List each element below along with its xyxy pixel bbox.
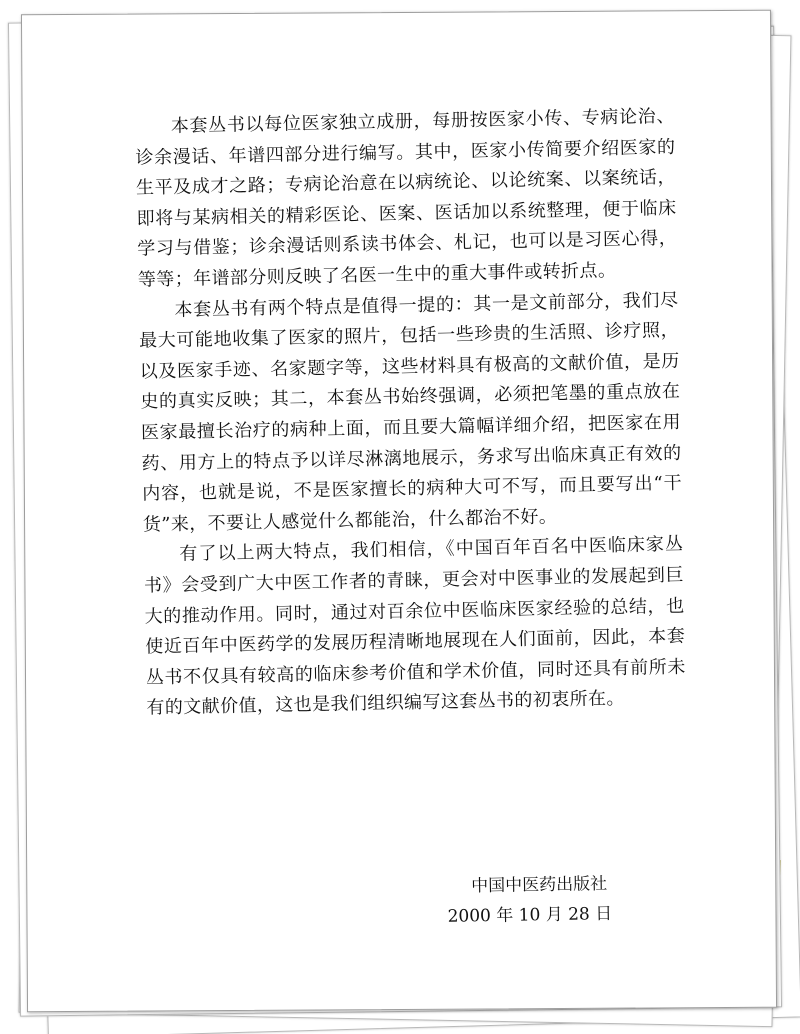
paragraph-significance: 有了以上两大特点，我们相信，《中国百年百名中医临床家丛书》会受到广大中医工作者的青睐，更会对中医事业的发展起到巨大的推动作用。同时，通过对百余位中医临床医家经验的总结，也使近百年中医药学的发展历程清晰地展现在人们面前，因此，本套丛书不仅具有较高的临床参考价值和学术价值，同时还具有前所未有的文献价值，这也是我们组织编写这套丛书的初衷所在。 xyxy=(143,533,687,719)
signature-block xyxy=(447,868,648,931)
paragraph-features: 本套丛书有两个特点是值得一提的：其一是文前部分，我们尽最大可能地收集了医家的照片，包括一些珍贵的生活照、诊疗照，以及医家手迹、名家题字等，这些材料具有极高的文献价值，是历史的真实反映；其二，本套丛书始终强调，必须把笔墨的重点放在医家最擅长治疗的病种上面，而且要大篇幅详细介绍，把医家在用药、用方上的特点予以详尽淋漓地展示，务求写出临床真正有效的内容，也就是说，不是医家擅长的病种大可不写，而且要写出“干货”来，不要让人感觉什么都能治，什么都治不好。 xyxy=(138,289,683,536)
publisher-name: 中国中医药出版社 xyxy=(470,874,608,897)
paragraph-structure: 本套丛书以每位医家独立成册，每册按医家小传、专病论治、诊余漫话、年谱四部分进行编写。其中，医家小传简要介绍医家的生平及成才之路；专病论治意在以病统论、以论统案、以案统话，即将与某病相关的精彩医论、医案、医话加以系统整理，便于临床学习与借鉴；诊余漫话则系读书体会、札记，也可以是习医心得，等等；年谱部分则反映了名医一生中的重大事件或转折点。 xyxy=(135,105,678,291)
signature-date: 2000 年 10 月 28 日 xyxy=(447,904,613,927)
body-text xyxy=(135,102,687,725)
front-page xyxy=(21,10,777,1013)
